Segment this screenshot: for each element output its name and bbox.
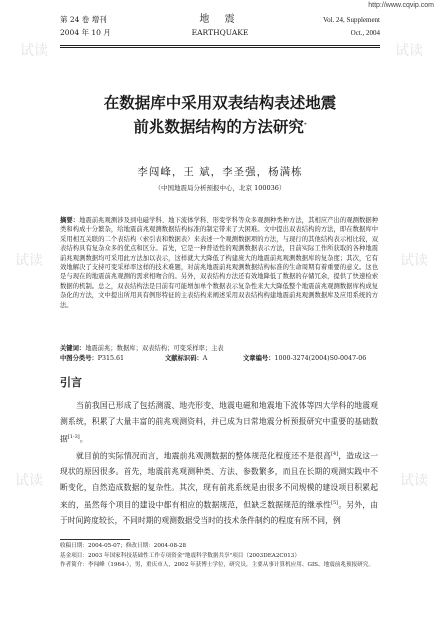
classification-line: 中图分类号：P315.61 文献标识码：A 文章编号：1000-3274(2004)S0-0047-06 bbox=[60, 355, 367, 362]
watermark: 试读 bbox=[400, 253, 428, 269]
journal-name-en: EARTHQUAKE bbox=[191, 28, 249, 37]
section-heading: 引言 bbox=[60, 376, 82, 389]
footnote-received: 收稿日期：2004-05-07；修改日期：2004-08-28 bbox=[60, 543, 187, 549]
watermark: 试读 bbox=[395, 43, 423, 59]
volume-info: 第 24 卷 增刊 bbox=[60, 15, 107, 24]
article-number: 1000-3274(2004)S0-0047-06 bbox=[274, 355, 367, 362]
watermark: 试读 bbox=[15, 473, 43, 489]
paragraph: 当前我国已形成了包括测震、地壳形变、地震电磁和地震地下流体等四大学科的地震观测系统，积累了大量丰富的前兆观测资料，并已成为日常地震分析预报研究中重要的基础数据[1-3]。 bbox=[60, 401, 378, 444]
abstract bbox=[60, 216, 378, 310]
journal-name-cn: 地 震 bbox=[199, 14, 241, 25]
body-text bbox=[60, 398, 378, 529]
footnotes bbox=[60, 542, 378, 571]
citation: [5] bbox=[331, 499, 339, 506]
footnote-author-bio: 作者简介：李闯峰（1964-），男，重庆市人，2002 年获博士学位，研究员，主要从事计算机应用、GIS、地震前兆预报研究。 bbox=[60, 562, 374, 568]
watermark: 试读 bbox=[20, 43, 48, 59]
abstract-label: 摘要： bbox=[60, 217, 80, 224]
authors: 李闯峰，王 斌，李圣强，杨满栋 bbox=[137, 166, 303, 178]
header-rule-top bbox=[60, 45, 380, 46]
issue-date: 2004 年 10 月 bbox=[60, 28, 111, 37]
footnote-divider bbox=[60, 539, 130, 540]
document-code: A bbox=[202, 355, 208, 362]
watermark: 试读 bbox=[15, 253, 43, 269]
clc-number: P315.61 bbox=[97, 355, 125, 362]
keywords: 关键词：地震前兆；数据库；双表结构；可变采样率；主表 bbox=[60, 345, 224, 352]
paragraph: 就目前的实际情况而言，地震前兆观测数据的整体规范化程度还不是很高[4]，造成这一现状的原因很多。首先，地震前兆观测种类、方法、参数繁多，而且在长期的观测实践中不断变化，自然造成数据的复杂性。其次，现有前兆系统是由很多不同规模的建设项目积累起来的，虽然每个项目的建设中都有相应的数据规范，但缺乏数据规范的继承性[5]。另外，由于时间跨度较长，不同时期的观测数据受当时的技术条件制约的程度有所不同，例 bbox=[60, 450, 379, 526]
footnote-funding: 基金项目：2003 年国家科技基础性工作专项资金"地震科学数据共享"项目（2003DEA2C013） bbox=[60, 552, 300, 559]
watermark: 试读 bbox=[400, 473, 428, 489]
journal-header bbox=[60, 14, 380, 44]
source-url-watermark: http://www.cqvip.com bbox=[368, 2, 434, 9]
volume-info-en: Vol. 24, Supplement bbox=[322, 16, 380, 24]
citation: [4] bbox=[331, 450, 339, 457]
article-title: 在数据库中采用双表结构表述地震 前兆数据结构的方法研究* bbox=[103, 93, 337, 137]
issue-date-en: Oct., 2004 bbox=[350, 29, 380, 37]
citation: [1-3] bbox=[67, 433, 80, 440]
affiliation: （中国地震局分析预报中心，北京 100036） bbox=[154, 184, 286, 192]
abstract-text: 地震前兆观测涉及到电磁学科、地下流体学科、形变学科等众多观测种类种方法，其相应产出的观测数据种类和构成十分繁杂，给地震前兆观测数据结构标准的制定带来了大困难。文中提出双表结构的方法，即在数据库中采用相互关联的二个表结构（索引表和数据表）来表述一个观测数据项的方法，与现行的其他结构表示相比较，双表结构具有复杂众多的优点和区分。首先，它是一种普适性的观测数据表示方法，目前实际工作所获取的各种地震前兆观测数据均可采用此方法加以表示，这样就大大降低了构建庞大的地震前兆观测数据库的复杂度；其次，它有效地解决了支持可变采样率这样的技术难题，对前兆地震前兆观测数据结构标准的生命周期有着重要的意义。这也是与现在的地震前兆观测的需求相吻合的。另外，双表结构方法还有效地降低了数据的存储冗余，提供了快速检索数据的机制。总之，双表结构法是目前有可能增加单个数据表示复杂性来大大降低整个地震前兆观测数据库构成复杂化的方法，文中提出所用具有例形特征的主表结构来阐述采用双表结构构建地震前兆观测数据库及应用系统的方法。 bbox=[60, 217, 379, 309]
header-rule-bottom bbox=[60, 47, 380, 48]
title-footnote-mark: * bbox=[303, 122, 307, 128]
